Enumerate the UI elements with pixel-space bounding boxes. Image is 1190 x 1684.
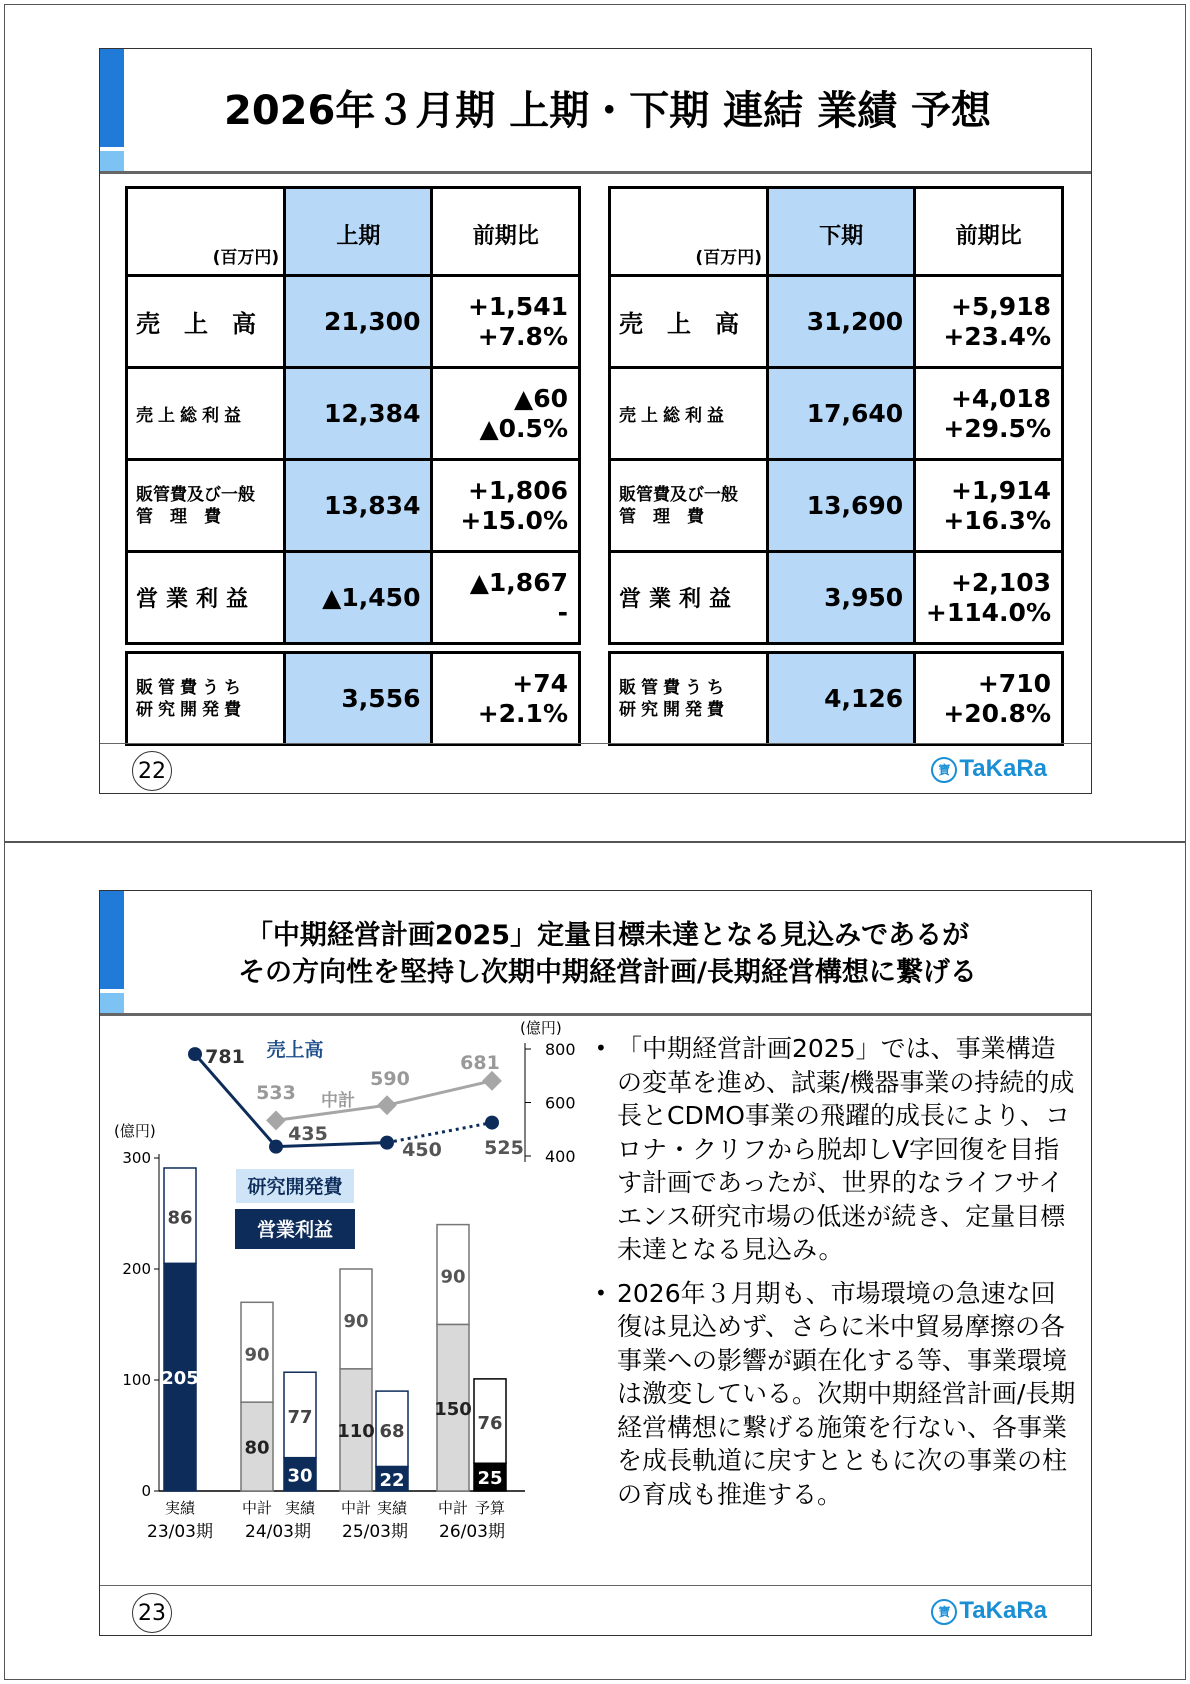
cmp-rd: +74 +2.1% bbox=[432, 653, 580, 745]
first-half-table bbox=[125, 186, 581, 746]
plan-value-label: 590 bbox=[370, 1068, 410, 1090]
op-value-label: 22 bbox=[379, 1469, 405, 1491]
row-label-sga: 販管費及び一般 管 理 費 bbox=[127, 460, 285, 552]
y-tick-label: 300 bbox=[122, 1149, 151, 1167]
row-label-gross-profit: 売上総利益 bbox=[127, 368, 285, 460]
rd-value-label: 68 bbox=[379, 1420, 405, 1442]
logo-mark-icon: 寶 bbox=[931, 1599, 957, 1625]
op-value-label: 30 bbox=[287, 1465, 313, 1487]
actual-point-marker bbox=[269, 1140, 283, 1154]
company-logo: 寶 TaKaRa bbox=[931, 755, 1047, 783]
bar-tag-label: 実績 bbox=[376, 1499, 408, 1517]
plan-value-label: 533 bbox=[256, 1082, 296, 1104]
row-label-operating-profit: 営業利益 bbox=[610, 552, 768, 644]
page-number: 22 bbox=[132, 751, 172, 791]
unit-label: (百万円) bbox=[127, 188, 285, 276]
y2-tick-label: 400 bbox=[545, 1147, 576, 1166]
cmp-rd: +710 +20.8% bbox=[915, 653, 1063, 745]
second-half-table bbox=[608, 186, 1064, 746]
cmp-sga: +1,914 +16.3% bbox=[915, 460, 1063, 552]
logo-mark-icon: 寶 bbox=[931, 757, 957, 783]
title-bar bbox=[100, 891, 1091, 1016]
title-line-2: その方向性を堅持し次期中期経営計画/長期経営構想に繋げる bbox=[238, 957, 977, 988]
period-label: 26/03期 bbox=[439, 1522, 505, 1542]
y-tick-label: 100 bbox=[122, 1371, 151, 1389]
value-sga: 13,834 bbox=[285, 460, 432, 552]
actual-point-marker bbox=[188, 1047, 202, 1061]
yoy-header: 前期比 bbox=[915, 188, 1063, 276]
period-label: 24/03期 bbox=[245, 1522, 311, 1542]
actual-point-marker bbox=[380, 1136, 394, 1150]
bar-tag-label: 実績 bbox=[284, 1499, 316, 1517]
value-operating-profit: ▲1,450 bbox=[285, 552, 432, 644]
row-label-sales: 売 上 高 bbox=[610, 276, 768, 368]
title-accent bbox=[100, 49, 124, 147]
slide-title: 2026年３月期 上期・下期 連結 業績 予想 bbox=[223, 88, 992, 134]
yoy-header: 前期比 bbox=[432, 188, 580, 276]
rd-value-label: 86 bbox=[167, 1207, 193, 1229]
cmp-sales: +1,541 +7.8% bbox=[432, 276, 580, 368]
cmp-gross-profit: ▲60 ▲0.5% bbox=[432, 368, 580, 460]
y2-axis-unit: (億円) bbox=[520, 1019, 562, 1037]
value-operating-profit: 3,950 bbox=[767, 552, 914, 644]
row-label-gross-profit: 売上総利益 bbox=[610, 368, 768, 460]
y-tick-label: 200 bbox=[122, 1260, 151, 1278]
plan-value-label: 681 bbox=[460, 1052, 500, 1074]
value-rd: 4,126 bbox=[767, 653, 914, 745]
rd-value-label: 76 bbox=[477, 1413, 503, 1435]
value-sales: 21,300 bbox=[285, 276, 432, 368]
bar-tag-label: 実績 bbox=[164, 1499, 196, 1517]
title-bar bbox=[100, 49, 1091, 174]
cmp-gross-profit: +4,018 +29.5% bbox=[915, 368, 1063, 460]
rd-value-label: 77 bbox=[287, 1406, 313, 1428]
title-accent-light bbox=[100, 993, 124, 1013]
legend-op-label: 営業利益 bbox=[256, 1219, 334, 1241]
op-value-label: 80 bbox=[244, 1437, 270, 1459]
actual-value-label: 525 bbox=[484, 1137, 524, 1159]
bullet-icon: • bbox=[595, 1036, 607, 1060]
slide-23 bbox=[99, 890, 1092, 1636]
slide-title bbox=[124, 917, 1091, 991]
bullet-item: • 2026年３月期も、市場環境の急速な回復は見込めず、さらに米中貿易摩擦の各事業への影響が顕在化する等、事業環境は激変している。次期中期経営計画/長期経営構想に繋げる施策を行ない、各事業を成長軌道に戻すとともに次の事業の柱の育成も推進する。 bbox=[595, 1278, 1076, 1509]
period-label: 23/03期 bbox=[147, 1522, 213, 1542]
row-label-operating-profit: 営業利益 bbox=[127, 552, 285, 644]
op-value-label: 150 bbox=[434, 1398, 472, 1420]
op-value-label: 25 bbox=[477, 1468, 503, 1490]
rd-value-label: 90 bbox=[343, 1310, 369, 1332]
bullet-icon: • bbox=[595, 1280, 607, 1305]
title-accent bbox=[100, 891, 124, 989]
op-value-label: 110 bbox=[337, 1420, 375, 1442]
row-label-sga: 販管費及び一般 管 理 費 bbox=[610, 460, 768, 552]
value-rd: 3,556 bbox=[285, 653, 432, 745]
sales-series-label: 売上高 bbox=[266, 1039, 324, 1061]
rd-value-label: 90 bbox=[440, 1266, 466, 1288]
company-logo: 寶 TaKaRa bbox=[931, 1597, 1047, 1625]
bar-tag-label: 中計 bbox=[241, 1499, 273, 1517]
cmp-operating-profit: ▲1,867 - bbox=[432, 552, 580, 644]
second-half-header: 下期 bbox=[767, 188, 914, 276]
y2-tick-label: 800 bbox=[545, 1040, 576, 1059]
plan-point-marker bbox=[266, 1111, 286, 1131]
period-label: 25/03期 bbox=[342, 1522, 408, 1542]
legend-rd-label: 研究開発費 bbox=[247, 1176, 343, 1198]
actual-value-label: 450 bbox=[402, 1139, 442, 1161]
value-sga: 13,690 bbox=[767, 460, 914, 552]
cmp-sga: +1,806 +15.0% bbox=[432, 460, 580, 552]
footer-divider bbox=[100, 1585, 1091, 1586]
row-label-rd: 販管費うち 研究開発費 bbox=[610, 653, 768, 745]
bullet-list bbox=[595, 1032, 1080, 1521]
y-tick-label: 0 bbox=[141, 1482, 151, 1500]
row-label-rd: 販管費うち 研究開発費 bbox=[127, 653, 285, 745]
slide-22 bbox=[99, 48, 1092, 794]
plan-point-marker bbox=[377, 1095, 397, 1115]
value-gross-profit: 12,384 bbox=[285, 368, 432, 460]
actual-value-label: 435 bbox=[288, 1123, 328, 1145]
actual-value-label: 781 bbox=[205, 1046, 245, 1068]
performance-chart bbox=[100, 1013, 576, 1588]
footer-divider bbox=[100, 743, 1091, 744]
value-gross-profit: 17,640 bbox=[767, 368, 914, 460]
cmp-operating-profit: +2,103 +114.0% bbox=[915, 552, 1063, 644]
y2-tick-label: 600 bbox=[545, 1093, 576, 1113]
actual-point-marker bbox=[485, 1116, 499, 1130]
bullet-item: • 「中期経営計画2025」では、事業構造の変革を進め、試薬/機器事業の持続的成長とCDMO事業の飛躍的成長により、コロナ・クリフから脱却しV字回復を目指す計画であったが、世界的なライフサイエンス研究市場の低迷が続き、定量目標未達となる見込み。 bbox=[595, 1034, 1075, 1264]
first-half-header: 上期 bbox=[285, 188, 432, 276]
page-number: 23 bbox=[132, 1593, 172, 1633]
rd-value-label: 90 bbox=[244, 1344, 270, 1366]
bar-tag-label: 予算 bbox=[474, 1499, 506, 1517]
bar-tag-label: 中計 bbox=[340, 1499, 372, 1517]
value-sales: 31,200 bbox=[767, 276, 914, 368]
row-label-sales: 売 上 高 bbox=[127, 276, 285, 368]
unit-label: (百万円) bbox=[610, 188, 768, 276]
title-accent-light bbox=[100, 151, 124, 171]
cmp-sales: +5,918 +23.4% bbox=[915, 276, 1063, 368]
plan-series-label: 中計 bbox=[321, 1091, 355, 1111]
op-value-label: 205 bbox=[161, 1368, 199, 1390]
bar-tag-label: 中計 bbox=[437, 1499, 469, 1517]
y-axis-unit: (億円) bbox=[114, 1122, 156, 1140]
title-line-1: 「中期経営計画2025」定量目標未達となる見込みであるが bbox=[245, 920, 970, 951]
